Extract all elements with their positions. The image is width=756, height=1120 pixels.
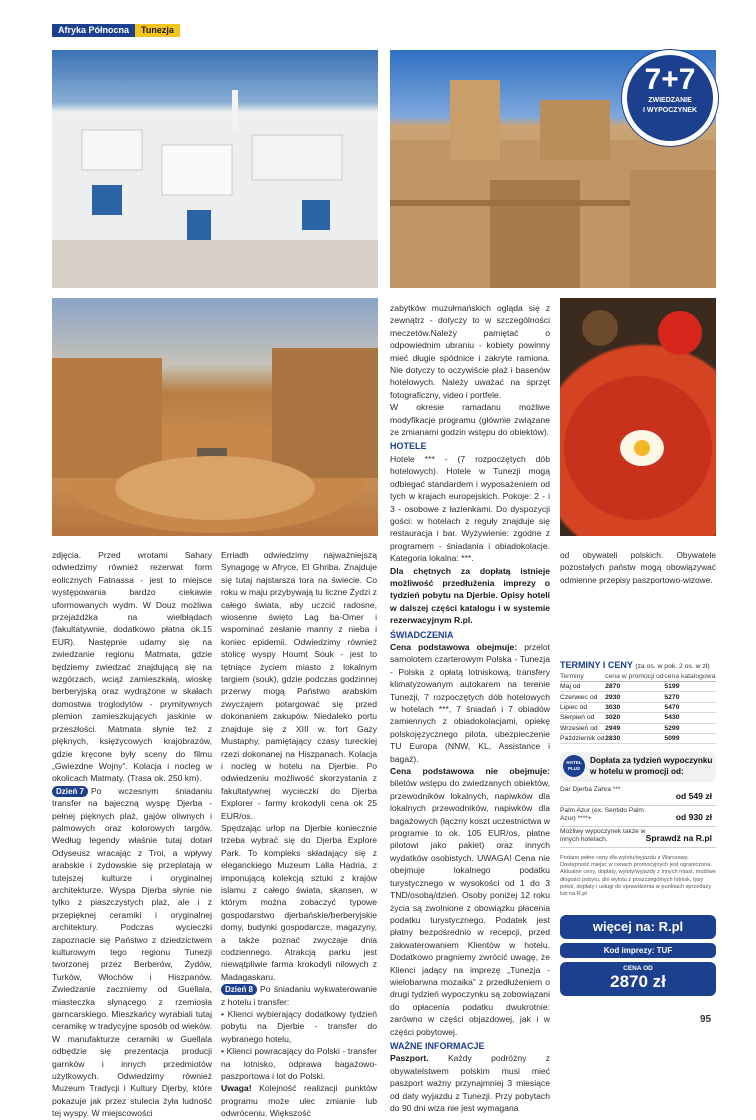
info-column-continued <box>560 549 716 586</box>
price-table-section <box>560 660 716 744</box>
price-table-title <box>560 660 716 670</box>
catalog-price: 5299 <box>664 723 716 733</box>
hotel-name: Dar Djerba Zahra *** <box>560 786 621 793</box>
badge-line1: ZWIEDZANIE <box>648 97 692 104</box>
bullet-item: • Klienci wybierający dodatkowy tydzień pobytu na Djerbie - transfer do wybranego hotelu, <box>221 1009 377 1044</box>
catalog-price: 5470 <box>664 702 716 712</box>
price-title-text: TERMINY I CENY <box>560 660 633 670</box>
term: Październik od <box>560 735 605 743</box>
paszport-text: Każdy podróżny z obywatelstwem polskim musi mieć paszport ważny przynajmniej 3 miesiące od daty wyjazdu z Tunezji. Przy pobytach do 90 dni wiza nie jest wymagana <box>390 1053 550 1113</box>
extension-note: Dla chętnych za dopłatą istnieje możliwość przedłużenia imprezy o tydzień pobytu na Djerbie. Opisy hoteli w dalszej części katalogu i w systemie rezerwacyjnym R.pl. <box>390 565 550 626</box>
table-row <box>560 723 716 733</box>
section-heading-swiadczenia: ŚWIADCZENIA <box>390 629 454 640</box>
day-8-text: Po śniadaniu wykwaterowanie z hotelu i transfer: <box>221 984 377 1007</box>
photo-shakshuka <box>560 298 716 536</box>
hotel-row <box>560 786 716 806</box>
term: Czerwiec od <box>560 692 605 702</box>
hotel-name: Palm Azur (ex. Sentido Palm Azur) ****+ <box>560 807 644 822</box>
paragraph: W okresie ramadanu możliwe modyfikacje programu (głównie związane ze zmianami godzin wstępu do obiektów). <box>390 402 550 438</box>
paragraph: Erriadh odwiedzimy najważniejszą Synagogę w Afryce, El Ghriba. Znajduje się tutaj najstarsza tora na świecie. Co roku w maju przybywają tu liczne Żydzi z całego świata, aby uczcić radosne, wiosenne święto Lag ba-Omer i wspominać zesłanie manny z nieba i koniec epidemii. Odwiedzimy również stolicę wyspy Houmt Souk - jest to tętniące życiem miasto z lokalnym targiem (souk), gdzie podczas godzinnej przerwy mogą Państwo arabskim zwyczajem potargować się przed dokonaniem zakupów. Niedaleko portu znajduje się z XIII w. fort Gazy Mustaphy, pamiętający czasy tureckiej rzezi dokonanej na Hiszpanach. Kolacja i nocleg w hotelu na Djerbie. Po odwiedzeniu możliwość skorzystania z fakultatywnej wycieczki do Djerba Explorer - farmy krokodyli cena ok 25 EUR/os. <box>221 550 377 821</box>
bullet-item: • Klienci powracający do Polski - transfer na lotnisko, odprawa bagażowo-paszportowa i lot do Polski. <box>221 1046 377 1082</box>
nieobejmuje-text: biletów wstępu do zwiedzanych obiektów, przewodników lokalnych, napiwków dla lokalnych przewodników, napiwków dla bagażowych (łączny koszt uczestnictwa w programie to ok. 105 EUR/os, płatne pilotowi jako pakiet) oraz innych wydatków osobistych. UWAGA! Cena nie obejmuje lokalnego podatku turystycznego w wysokości od 1 do 3 TND/osobą/dzień. Osoby poniżej 12 roku życia są zwolnione z obowiązku płacenia podatku turystycznego. Podatek jest płatny bezpośrednio w recepcji, przed zakwaterowaniem Klientów w hotelu. Dodatkowo pragniemy zwrócić uwagę, że Klienci jadący na imprezę „Tunezja - wielobarwna mozaika” z przedłużeniem o drugi tydzień wypoczynku są zobowiązani do opłacenia podatku dwukrotnie: zarówno w części objazdowej, jak i w części pobytowej. <box>390 778 551 1037</box>
catalog-price: 5199 <box>664 682 716 692</box>
promo-price: 2870 <box>605 682 664 692</box>
promo-price: 2930 <box>605 692 664 702</box>
table-header-row <box>560 672 716 682</box>
check-link[interactable]: Sprawdź na R.pl <box>645 832 712 843</box>
promo-price: 2830 <box>605 733 664 743</box>
term: Sierpień od <box>560 713 605 723</box>
paragraph <box>390 765 550 1038</box>
paragraph: Spędzając urlop na Djerbie koniecznie trzeba wybrać się do Djerba Explore Park. To kompleks składający się z eleganckiego Muzeum Lalla Hadria, z imponującą kolekcją sztuki z krajów islamu z całego świata, skansen, w którym można zobaczyć typowe gospodarstwo djerbańskie/berberyjskie domy, budynki gospodarcze, magazyny, a także poznać zwyczaje dnia codziennego. Atrakcją parku jest niewątpliwie farma krokodyli nilowych z Madagaskaru. <box>221 822 377 982</box>
price-note: Podano pełne ceny dla wylotu/wyjazdu z Warszawy. Dostępność miejsc w cenach promocyjnych jest ograniczona. Aktualne ceny, dopłaty, wyloty/wyjazdy z innych miast, możliwe długości pobytu, dni wylotu z poszczególnych lotnisk, typy pokoi, dopłaty i usługi do sprawdzenia w punktach sprzedaży lub na R.pl <box>560 855 716 898</box>
col-header: cena w promocji od <box>605 673 664 680</box>
table-row <box>560 733 716 743</box>
paragraph <box>390 1052 550 1114</box>
supplement-box <box>560 752 716 782</box>
breadcrumb <box>52 24 180 37</box>
promo-price: 3020 <box>605 713 664 723</box>
day-8-badge: Dzień 8 <box>221 984 257 995</box>
term: Wrzesień od <box>560 723 605 733</box>
section-heading-hotele: HOTELE <box>390 441 427 452</box>
price-subtitle: (za os. w pok. 2 os. w zł) <box>635 663 710 670</box>
badge-line2: I WYPOCZYNEK <box>642 107 698 114</box>
obejmuje-text: przelot samolotem czarterowym Polska - Tunezja - Polska z opłatą lotniskową, transfery klimatyzowanym autokarem na terenie Tunezji, 7 rozpoczętych dób hotelowych w hotelach ***, 7 śniadań i 7 obiadów zamiennych z obiadokolacjami, opiekę polskojęzycznego pilota, ubezpieczenie TU Europa (NNW, KL, Assistance i bagaż). <box>390 641 550 764</box>
hotel-row <box>560 828 716 848</box>
price-from-label: CENA OD <box>623 965 653 972</box>
hotel-plus-logo <box>563 755 585 777</box>
paragraph: Hotele *** - (7 rozpoczętych dób hotelowych). Hotele w Tunezji mogą odbiegać standardem i wyposażeniem od tych w krajach europejskich. Pokoje: 2 - i 3 - osobowe z łazienkami. Do dyspozycji gości: w hotelach z reguły znajduje się restauracja i bar. Wyżywienie: zgodne z programem - śniadania i obiadokolacje. Kategoria lokalna: ***. <box>390 453 550 564</box>
itinerary-column-1 <box>52 549 212 1120</box>
paragraph <box>221 983 377 1008</box>
photo-amphitheatre <box>52 298 378 536</box>
catalog-price: 5430 <box>664 713 716 723</box>
paragraph <box>221 1082 377 1119</box>
hotel-price: od 549 zł <box>675 790 712 801</box>
supplement-title: Dopłata za tydzień wypoczynku w hotelu w promocji od: <box>590 756 713 776</box>
table-row <box>560 713 716 723</box>
uwaga-text: Kolejność realizacji punktów programu może ulec zmianie lub odwróceniu. Większość <box>221 1083 377 1119</box>
breadcrumb-country[interactable]: Tunezja <box>135 24 180 37</box>
catalog-price: 5270 <box>664 692 716 702</box>
page-number: 95 <box>700 1014 712 1025</box>
hotel-row <box>560 807 716 827</box>
table-row <box>560 702 716 712</box>
col-header: cena katalogowa <box>664 673 716 680</box>
info-column <box>390 302 550 1114</box>
price-from-value: 2870 zł <box>610 972 666 991</box>
uwaga-label: Uwaga! <box>221 1083 252 1094</box>
photo-sidi-bou-said <box>52 50 378 288</box>
promo-price: 2949 <box>605 723 664 733</box>
paszport-label: Paszport. <box>390 1053 429 1064</box>
breadcrumb-region[interactable]: Afryka Północna <box>52 24 135 37</box>
paragraph: zabytków muzułmańskich ogląda się z zewnątrz - dotyczy to w szczególności meczetów.Należy pamiętać o odpowiednim ubraniu - kobiety powinny mieć długie spódnice i zakryte ramiona. Nie dotyczy to oczywiście plaż i basenów hotelowych. Należy uważać na sprzęt fotograficzny, video i portfele. <box>390 303 550 400</box>
hotel-price: od 930 zł <box>675 811 712 822</box>
logo-bottom: PLUS <box>567 766 580 771</box>
col-header: Terminy <box>560 672 605 682</box>
table-row <box>560 692 716 702</box>
catalog-price: 5099 <box>664 733 716 743</box>
promo-badge <box>622 50 718 146</box>
more-info-button[interactable]: więcej na: R.pl <box>560 915 716 939</box>
logo-top: HOTEL <box>566 760 582 765</box>
term: Maj od <box>560 682 605 692</box>
paragraph <box>390 641 550 765</box>
itinerary-column-2 <box>221 549 377 1120</box>
price-from-box <box>560 962 716 996</box>
obejmuje-label: Cena podstawowa obejmuje: <box>390 641 518 652</box>
paragraph <box>390 565 550 627</box>
nieobejmuje-label: Cena podstawowa nie obejmuje: <box>390 766 550 777</box>
paragraph: zdjęcia. Przed wrotami Sahary odwiedzimy również rezerwat form eolicznych Fatnassa - jest to miejsce występowania bardzo ciekawie uformowanych wydm. W Douz możliwa przejażdżka na wielbłądach (fakultatywnie, dodatkowo płatna ok.15 EUR). Następnie udamy się na zwiedzanie regionu Matmata, gdzie będziemy zwiedzać znajdującą się na wzgórzach, wciąż zamieszkałą, wioskę berberyjską oraz wydrążone w skałach domostwa troglodytów - prymitywnych plemion zamieszkujących jaskinie w przeszłości. Matmata słynie też z pięknych, księżycowych krajobrazów, gdzie kręcone były sceny do filmu „Gwiezdne Wojny”. Kolacja i nocleg w okolicach Matmaty. (Trasa ok. 250 km). <box>52 550 212 784</box>
paragraph <box>52 785 212 1120</box>
table-row <box>560 682 716 692</box>
tour-code: Kod imprezy: TUF <box>560 943 716 958</box>
price-table <box>560 672 716 744</box>
section-heading-wazne: WAŻNE INFORMACJE <box>390 1040 485 1051</box>
paragraph: od obywateli polskich. Obywatele pozostałych państw mogą obowiązywać odmienne przepisy paszportowo-wizowe. <box>560 550 716 585</box>
day-7-text: Po wczesnym śniadaniu transfer na bajeczną wyspę Djerba - pełnej pięknych plaż, gajów oliwnych i palmowych oraz kolorowych targów. Według legendy właśnie tutaj dotarł Odyseusz wracając z Troi, a wpływy arabskie i żydowskie się przeplatają w tutejszej kulturze i oryginalnej architekturze. Wyspa Djerba słynie nie tylko z piaszczystych plaż, ale i z przepięknej ceramiki i oryginalnej architektury. Podczas wycieczki zapoznacie się Państwo z dziedzictwem kulturowym tego regionu Tunezji tworzonej przez Berberów, Żydów, Turków, Włochów i Hiszpanów. Zwiedzanie zaczniemy od Guellala, miasteczka słynącego z rzemiosła garncarskiego. Mieszkańcy wyrabiali tutaj ceramikę w tradycyjne sposób od wieków. W manufakturze ceramiki w Guellala odbędzie się prezentacja producji garnków i innych przedmiotów użytkowych. Odwiedzimy również Muzeum Tradycji i Kultury Djerby, które pokazuje jak przez stulecia żyła ludność tej wyspy. W miejscowości <box>52 785 212 1119</box>
promo-price: 3030 <box>605 702 664 712</box>
badge-number: 7+7 <box>644 63 696 96</box>
day-7-badge: Dzień 7 <box>52 786 88 797</box>
hotel-name: Możliwy wypoczynek także w innych hotelach. <box>560 828 646 843</box>
term: Lipiec od <box>560 702 605 712</box>
